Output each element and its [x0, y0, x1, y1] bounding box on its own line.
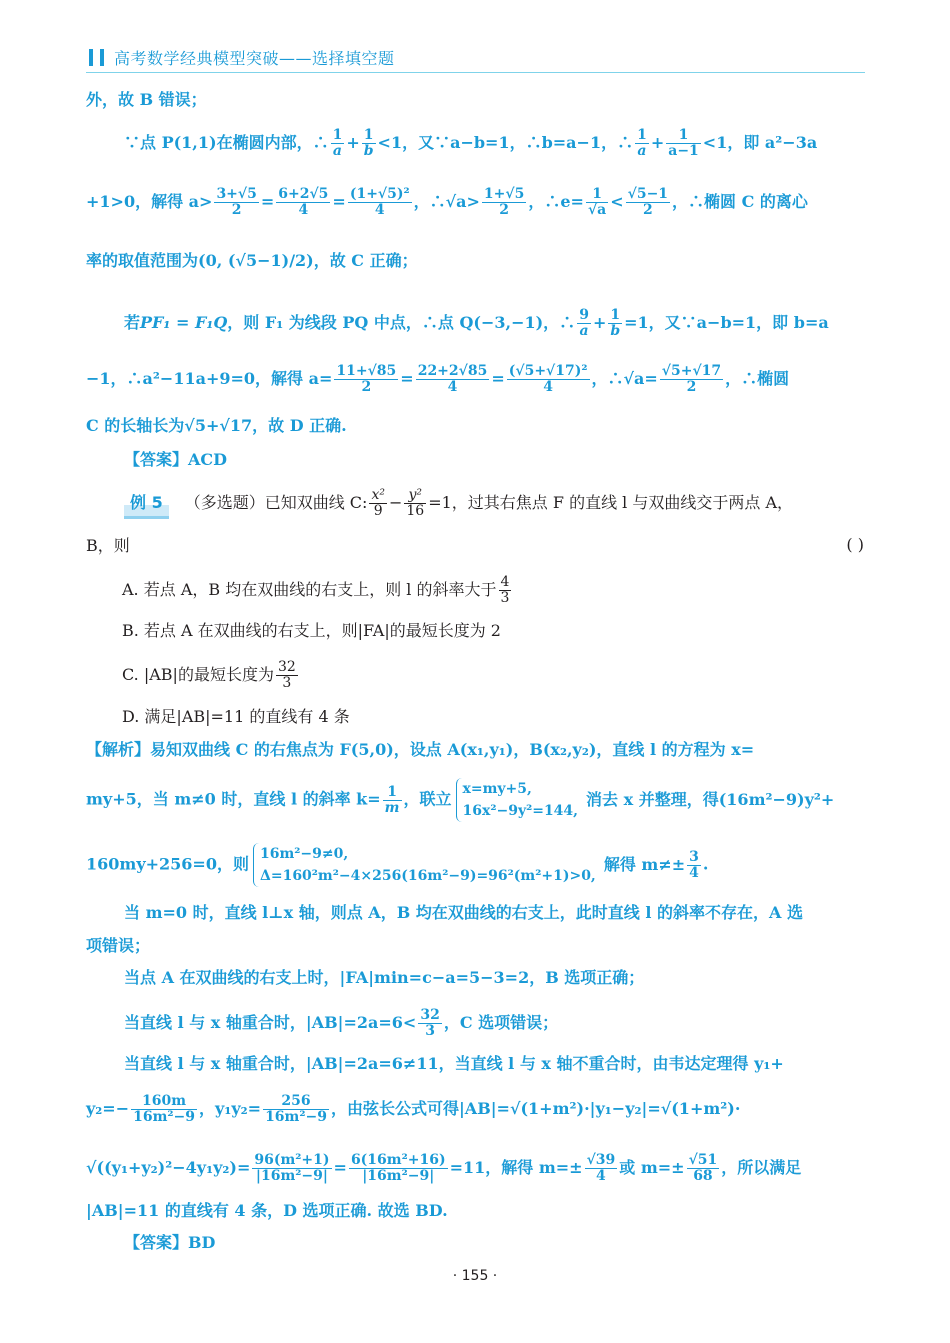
header-bar-icon	[89, 49, 93, 66]
analysis-line: 160my+256=0，则 16m²−9≠0, Δ=160²m²−4×256(16m²−9)=96²(m²+1)>0, 解得 m≠± $\frac{3}{4}$ .	[86, 843, 866, 887]
answer-blank: ( )	[846, 535, 864, 554]
solution-line: −1，∴a²−11a+9=0，解得 a= $\frac{11+√85}{2}$ = $\frac{22+2√85}{4}$ = $\frac{\text{(√5+√17)²}}{4}$ ，∴√a= $\frac{√5+√17}{2}$ ，∴椭圆	[86, 363, 790, 395]
example-stem: B，则	[86, 536, 130, 555]
analysis-line: 【解析】易知双曲线 C 的右焦点为 F(5,0)，设点 A(x₁,y₁)，B(x₂,y₂)，直线 l 的方程为 x=	[86, 740, 755, 759]
header-bar-icon	[100, 49, 104, 66]
analysis-line: y₂=− $\frac{160m}{\text{16m²−9}}$ ，y₁y₂= $\frac{256}{\text{16m²−9}}$ ，由弦长公式可得|AB|=√(1+m²)·|y₁−y₂|=√(1+m²)·	[86, 1093, 741, 1125]
equation-system: x=my+5, 16x²−9y²=144,	[456, 778, 579, 822]
choice-a: A. 若点 A，B 均在双曲线的右支上，则 l 的斜率大于 $\frac{4}{3}$	[122, 574, 510, 606]
analysis-line: √((y₁+y₂)²−4y₁y₂)= $\frac{\text{96(m²+1)}}{\text{|16m²−9|}}$ = $\frac{\text{6(16m²+16)}}{\text{|16m²−9|}}$ =11，解得 m=± $\frac{√39}{4}$ 或 m=± $\frac{√51}{68}$ ，所以满足	[86, 1152, 802, 1184]
analysis-line: 当直线 l 与 x 轴重合时，|AB|=2a=6≠11，当直线 l 与 x 轴不重合时，由韦达定理得 y₁+	[124, 1054, 784, 1073]
choice-c: C. |AB|的最短长度为 $\frac{32}{3}$	[122, 659, 296, 691]
solution-line: 若PF₁ = F₁Q，则 F₁ 为线段 PQ 中点，∴点 Q(−3,−1)，∴ $\frac{9}{a}$ + $\frac{1}{b}$ =1，又∵a−b=1，即 b=a	[124, 307, 829, 339]
analysis-line: 当 m=0 时，直线 l⊥x 轴，则点 A，B 均在双曲线的右支上，此时直线 l 的斜率不存在，A 选	[124, 903, 804, 922]
solution-line: ∵点 P(1,1)在椭圆内部，∴ $\frac{1}{a}$ + $\frac{1}{b}$ <1，又∵a−b=1，∴b=a−1，∴ $\frac{1}{a}$ + $\frac{1}{a-1}$ <1，即 a²−3a	[124, 127, 818, 159]
solution-line: +1>0，解得 a> $\frac{3+√5}{2}$ = $\frac{6+2√5}{4}$ = $\frac{\text{(1+√5)²}}{4}$ ，∴√a> $\frac{1+√5}{2}$ ，∴e= $\frac{1}{√a}$ < $\frac{√5-1}{2}$ ，∴椭圆 C 的离心	[86, 186, 808, 218]
solution-line: 外，故 B 错误；	[86, 90, 207, 109]
header-title: 高考数学经典模型突破——选择填空题	[114, 49, 395, 68]
example-badge: 例 5	[124, 492, 169, 519]
page-header	[86, 44, 865, 73]
page-number: · 155 ·	[452, 1268, 498, 1284]
analysis-line: my+5，当 m≠0 时，直线 l 的斜率 k= $\frac{1}{m}$ ，联立 x=my+5, 16x²−9y²=144, 消去 x 并整理，得(16m²−9)y²+	[86, 778, 866, 822]
analysis-line: 当点 A 在双曲线的右支上时，|FA|min=c−a=5−3=2，B 选项正确；	[124, 968, 645, 987]
solution-line: 率的取值范围为(0, (√5−1)/2)，故 C 正确；	[86, 251, 418, 270]
analysis-line: |AB|=11 的直线有 4 条，D 选项正确. 故选 BD.	[86, 1201, 448, 1220]
answer-line: 【答案】ACD	[124, 450, 228, 469]
choice-d: D. 满足|AB|=11 的直线有 4 条	[122, 707, 350, 726]
solution-line: C 的长轴长为√5+√17，故 D 正确.	[86, 416, 347, 435]
example-stem: 例 5 （多选题）已知双曲线 C: $\frac{\text{x²}}{9}$ − $\frac{\text{y²}}{16}$ =1，过其右焦点 F 的直线 l 与双曲线交于两点 A，	[124, 488, 866, 519]
answer-line: 【答案】BD	[124, 1233, 216, 1252]
analysis-line: 当直线 l 与 x 轴重合时，|AB|=2a=6< $\frac{32}{3}$ ，C 选项错误；	[124, 1007, 559, 1039]
analysis-line: 项错误；	[86, 936, 151, 955]
interval: (0, (√5−1)/2)	[198, 251, 314, 270]
equation-system: 16m²−9≠0, Δ=160²m²−4×256(16m²−9)=96²(m²+1)>0,	[253, 843, 596, 887]
choice-b: B. 若点 A 在双曲线的右支上，则|FA|的最短长度为 2	[122, 621, 501, 640]
